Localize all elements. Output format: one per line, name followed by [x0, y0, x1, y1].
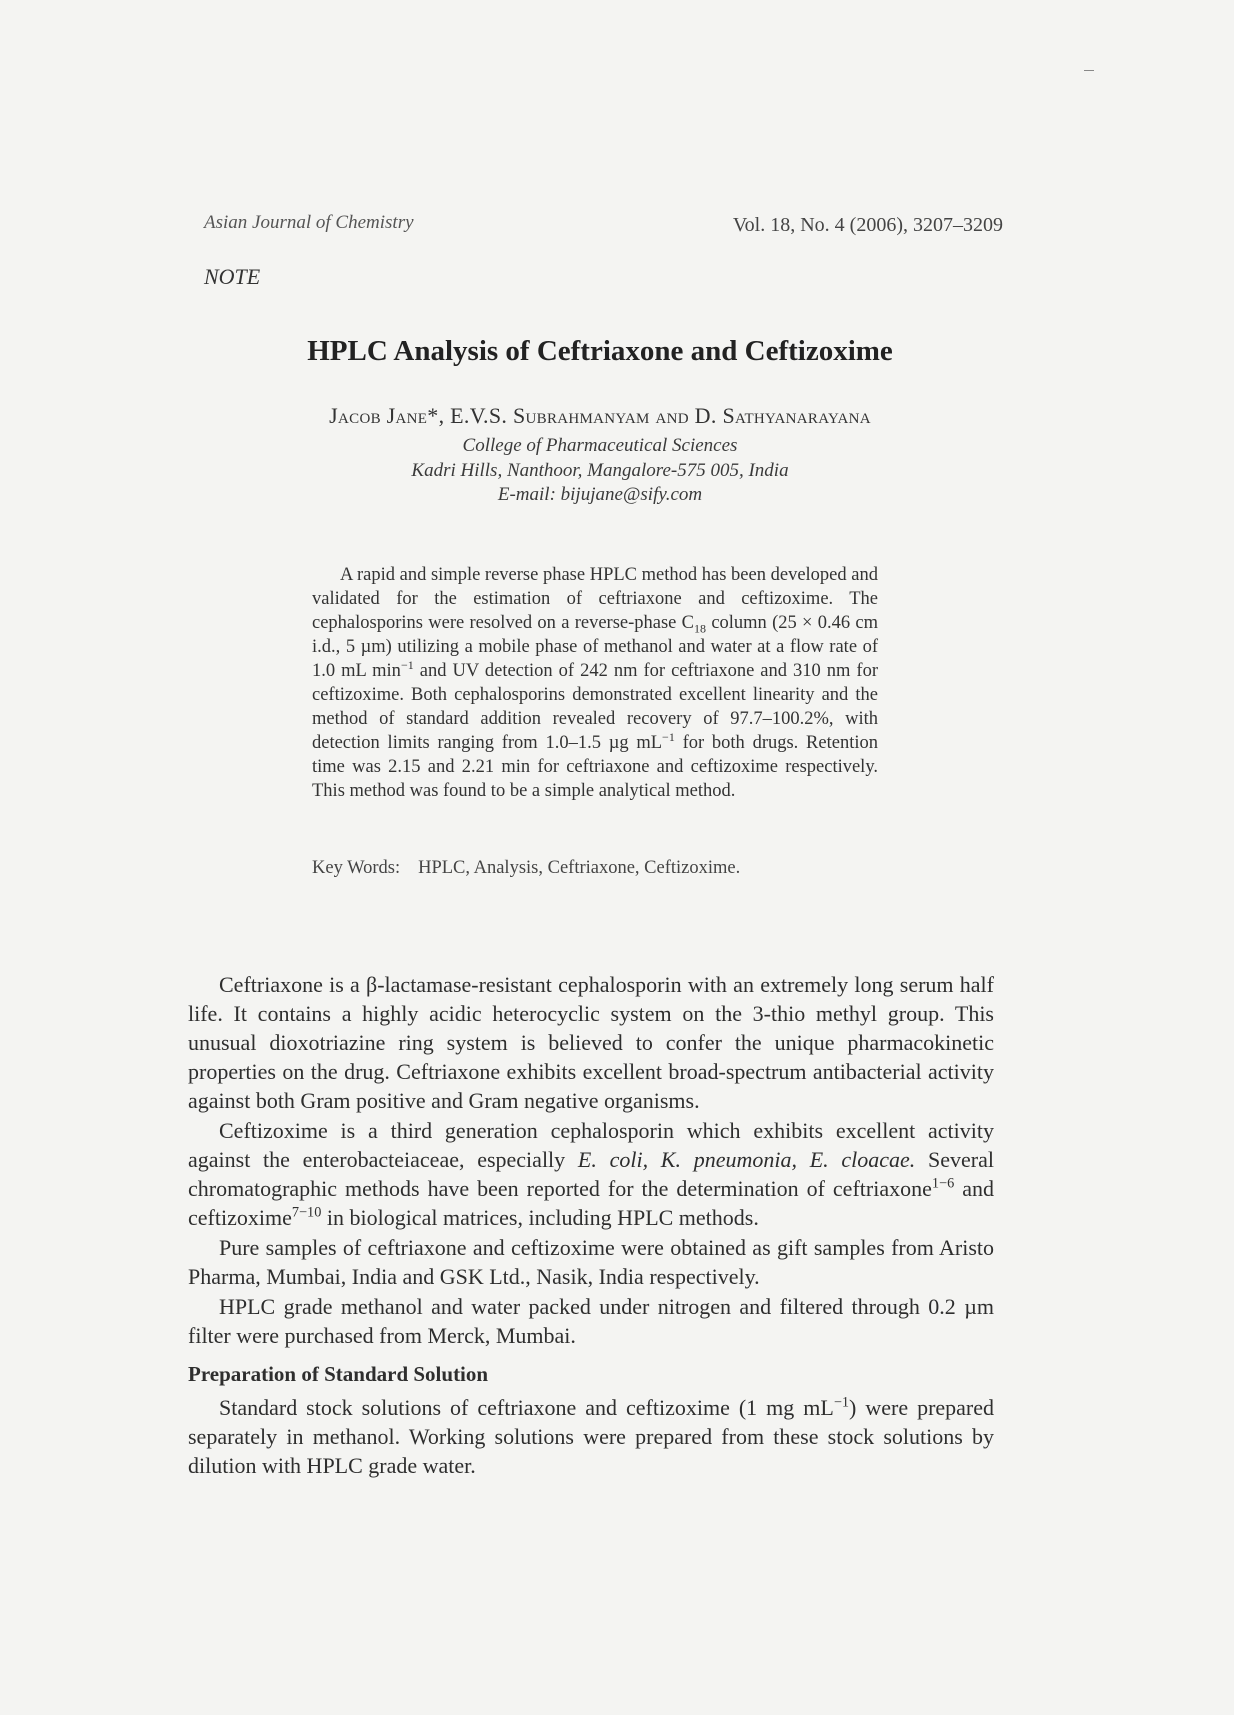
- scan-artifact: [1084, 70, 1094, 71]
- paper-title: HPLC Analysis of Ceftriaxone and Ceftizoxime: [307, 335, 893, 367]
- body-paragraph: Standard stock solutions of ceftriaxone and ceftizoxime (1 mg $mL^{-1}$) were prepared separately in methanol. Working solutions were prepared from these stock solutions by dilution with HPLC grade water.: [188, 1394, 995, 1478]
- keywords-value: HPLC, Analysis, Ceftriaxone, Ceftizoxime.: [418, 858, 741, 878]
- body-text: [188, 970, 994, 1481]
- author-list: Jacob Jane*, E.V.S. Subrahmanyam and D. Sathyanarayana: [329, 403, 871, 428]
- journal-name: Asian Journal of Chemistry: [204, 212, 414, 233]
- note-label: NOTE: [204, 264, 261, 289]
- affiliation-college: College of Pharmaceutical Sciences: [462, 435, 738, 456]
- volume-info: Vol. 18, No. 4 (2006), 3207–3209: [732, 214, 1003, 236]
- keywords: [312, 858, 740, 879]
- affiliation-email: E-mail: bijujane@sify.com: [497, 484, 703, 505]
- body-paragraph: Pure samples of ceftriaxone and ceftizoxime were obtained as gift samples from Aristo Pharma, Mumbai, India and GSK Ltd., Nasik, India respectively.: [188, 1235, 994, 1289]
- keywords-label: Key Words:: [312, 858, 401, 878]
- affiliation-address: Kadri Hills, Nanthoor, Mangalore-575 005, India: [411, 460, 789, 481]
- body-paragraph: Ceftriaxone is a β-lactamase-resistant cephalosporin with an extremely long serum half life. It contains a highly acidic heterocyclic system on the 3-thio methyl group. This unusual dioxotriazine ring system is believed to confer the unique pharmacokinetic properties on the drug. Ceftriaxone exhibits excellent broad-spectrum antibacterial activity against both Gram positive and Gram negative organisms.: [188, 972, 994, 1113]
- abstract: [312, 563, 878, 803]
- abstract-paragraph: A rapid and simple reverse phase HPLC method has been developed and validated for the estimation of ceftriaxone and ceftizoxime. The cephalosporins were resolved on a reverse-phase $C_{18}$ column (25 × 0.46 cm i.d., 5 µm) utilizing a mobile phase of methanol and water at a flow rate of 1.0 mL $\min^{-1}$ and UV detection of 242 nm for ceftriaxone and 310 nm for ceftizoxime. Both cephalosporins demonstrated excellent linearity and the method of standard addition revealed recovery of 97.7–100.2%, with detection limits ranging from 1.0–1.5 µg $mL^{-1}$ for both drugs. Retention time was 2.15 and 2.21 min for ceftriaxone and ceftizoxime respectively. This method was found to be a simple analytical method.: [312, 565, 878, 801]
- body-paragraph: Ceftizoxime is a third generation cephalosporin which exhibits excellent activity against the enterobacteiaceae, especially E. coli, K. pneumonia, E. cloacae. Several chromatographic methods have been reported for the determination of ceftriaxone$^{1-6}$ and ceftizoxime$^{7-10}$ in biological matrices, including HPLC methods.: [188, 1118, 994, 1230]
- body-paragraph: HPLC grade methanol and water packed under nitrogen and filtered through 0.2 µm filter were purchased from Merck, Mumbai.: [188, 1294, 994, 1348]
- section-heading: Preparation of Standard Solution: [188, 1362, 489, 1386]
